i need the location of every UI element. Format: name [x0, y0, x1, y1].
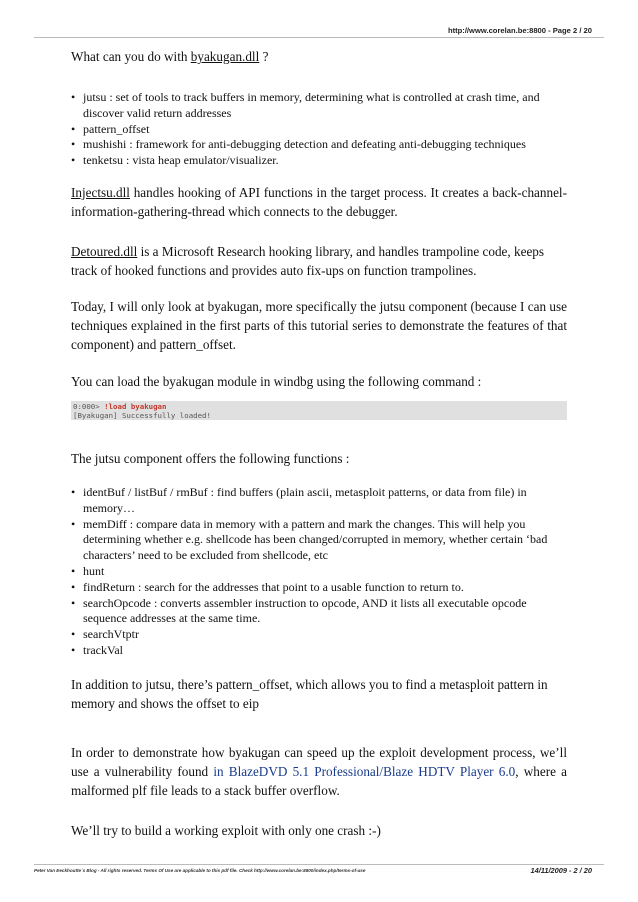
list-item: • searchVtptr: [71, 627, 551, 643]
demo-paragraph: [71, 743, 567, 800]
heading-prefix: What can you do with: [71, 49, 191, 64]
windbg-code-block: [71, 401, 567, 420]
injectsu-text: handles hooking of API functions in the target process. It creates a back-channel-information-gathering-thread which connects to the debugger.: [71, 185, 567, 219]
list-item: • hunt: [71, 564, 551, 580]
load-command-paragraph: You can load the byakugan module in windbg using the following command :: [71, 374, 482, 389]
footer-copyright: Peter Van Eeckhoutte´s Blog - All rights reserved. Terms Of Use are applicable to this pdf file. Check http://www.corelan.be:8800/index.php/terms-of-use: [34, 868, 366, 873]
code-line-command: [73, 402, 565, 411]
heading-suffix: ?: [259, 49, 269, 64]
list-item: • mushishi : framework for anti-debugging detection and defeating anti-debugging techniques: [71, 137, 551, 153]
blazedvd-link[interactable]: in BlazeDVD 5.1 Professional/Blaze HDTV Player 6.0: [213, 764, 516, 779]
pattern-offset-paragraph: In addition to jutsu, there’s pattern_offset, which allows you to find a metasploit pattern in memory and shows the offset to eip: [71, 677, 548, 711]
demo-text-before: In order to demonstrate how byakugan can speed up the exploit development process, we’ll use a vulnerability found: [71, 745, 567, 779]
jutsu-function-list: [71, 485, 551, 659]
list-item: • memDiff : compare data in memory with a pattern and mark the changes. This will help you determining whether e.g. shellcode has been changed/corrupted in memory, whether certain ‘bad characters’ need to be excluded from shellcode, etc: [71, 517, 551, 564]
section-heading-what: [71, 47, 567, 66]
injectsu-dll-link[interactable]: Injectsu.dll: [71, 185, 130, 200]
byakugan-dll-link[interactable]: byakugan.dll: [190, 49, 260, 64]
list-item: • pattern_offset: [71, 122, 551, 138]
injectsu-paragraph: [71, 183, 567, 221]
jutsu-intro-paragraph: The jutsu component offers the following functions :: [71, 451, 350, 466]
detoured-paragraph: [71, 242, 567, 280]
footer-divider: [34, 864, 604, 865]
page-header-url: http://www.corelan.be:8800 - Page 2 / 20: [447, 26, 592, 35]
list-item: • findReturn : search for the addresses that point to a usable function to return to.: [71, 580, 551, 596]
detoured-text: is a Microsoft Research hooking library, and handles trampoline code, keeps track of hooked functions and provides auto fix-ups on function trampolines.: [71, 244, 545, 278]
list-item: • identBuf / listBuf / rmBuf : find buffers (plain ascii, metasploit patterns, or data from file) in memory…: [71, 485, 551, 517]
footer-date-page: 14/11/2009 - 2 / 20: [530, 866, 592, 875]
code-prompt: 0:000>: [73, 402, 105, 411]
list-item: • searchOpcode : converts assembler instruction to opcode, AND it lists all executable opcode sequence addresses at the same time.: [71, 596, 551, 628]
byakugan-feature-list: [71, 90, 551, 169]
list-item: • jutsu : set of tools to track buffers in memory, determining what is controlled at crash time, and discover valid return addresses: [71, 90, 551, 122]
today-paragraph: Today, I will only look at byakugan, more specifically the jutsu component (because I can use techniques explained in the first parts of this tutorial series to demonstrate the features of that component) and pattern_offset.: [71, 299, 567, 352]
header-divider: [34, 37, 604, 38]
code-command: !load byakugan: [104, 402, 167, 411]
final-paragraph: We’ll try to build a working exploit with only one crash :-): [71, 823, 381, 838]
detoured-dll-link[interactable]: Detoured.dll: [71, 244, 138, 259]
demo-text-after: , where a malformed plf file leads to a stack buffer overflow.: [71, 764, 567, 798]
code-line-output: [Byakugan] Successfully loaded!: [73, 411, 211, 421]
list-item: • trackVal: [71, 643, 551, 659]
list-item: • tenketsu : vista heap emulator/visualizer.: [71, 153, 551, 169]
